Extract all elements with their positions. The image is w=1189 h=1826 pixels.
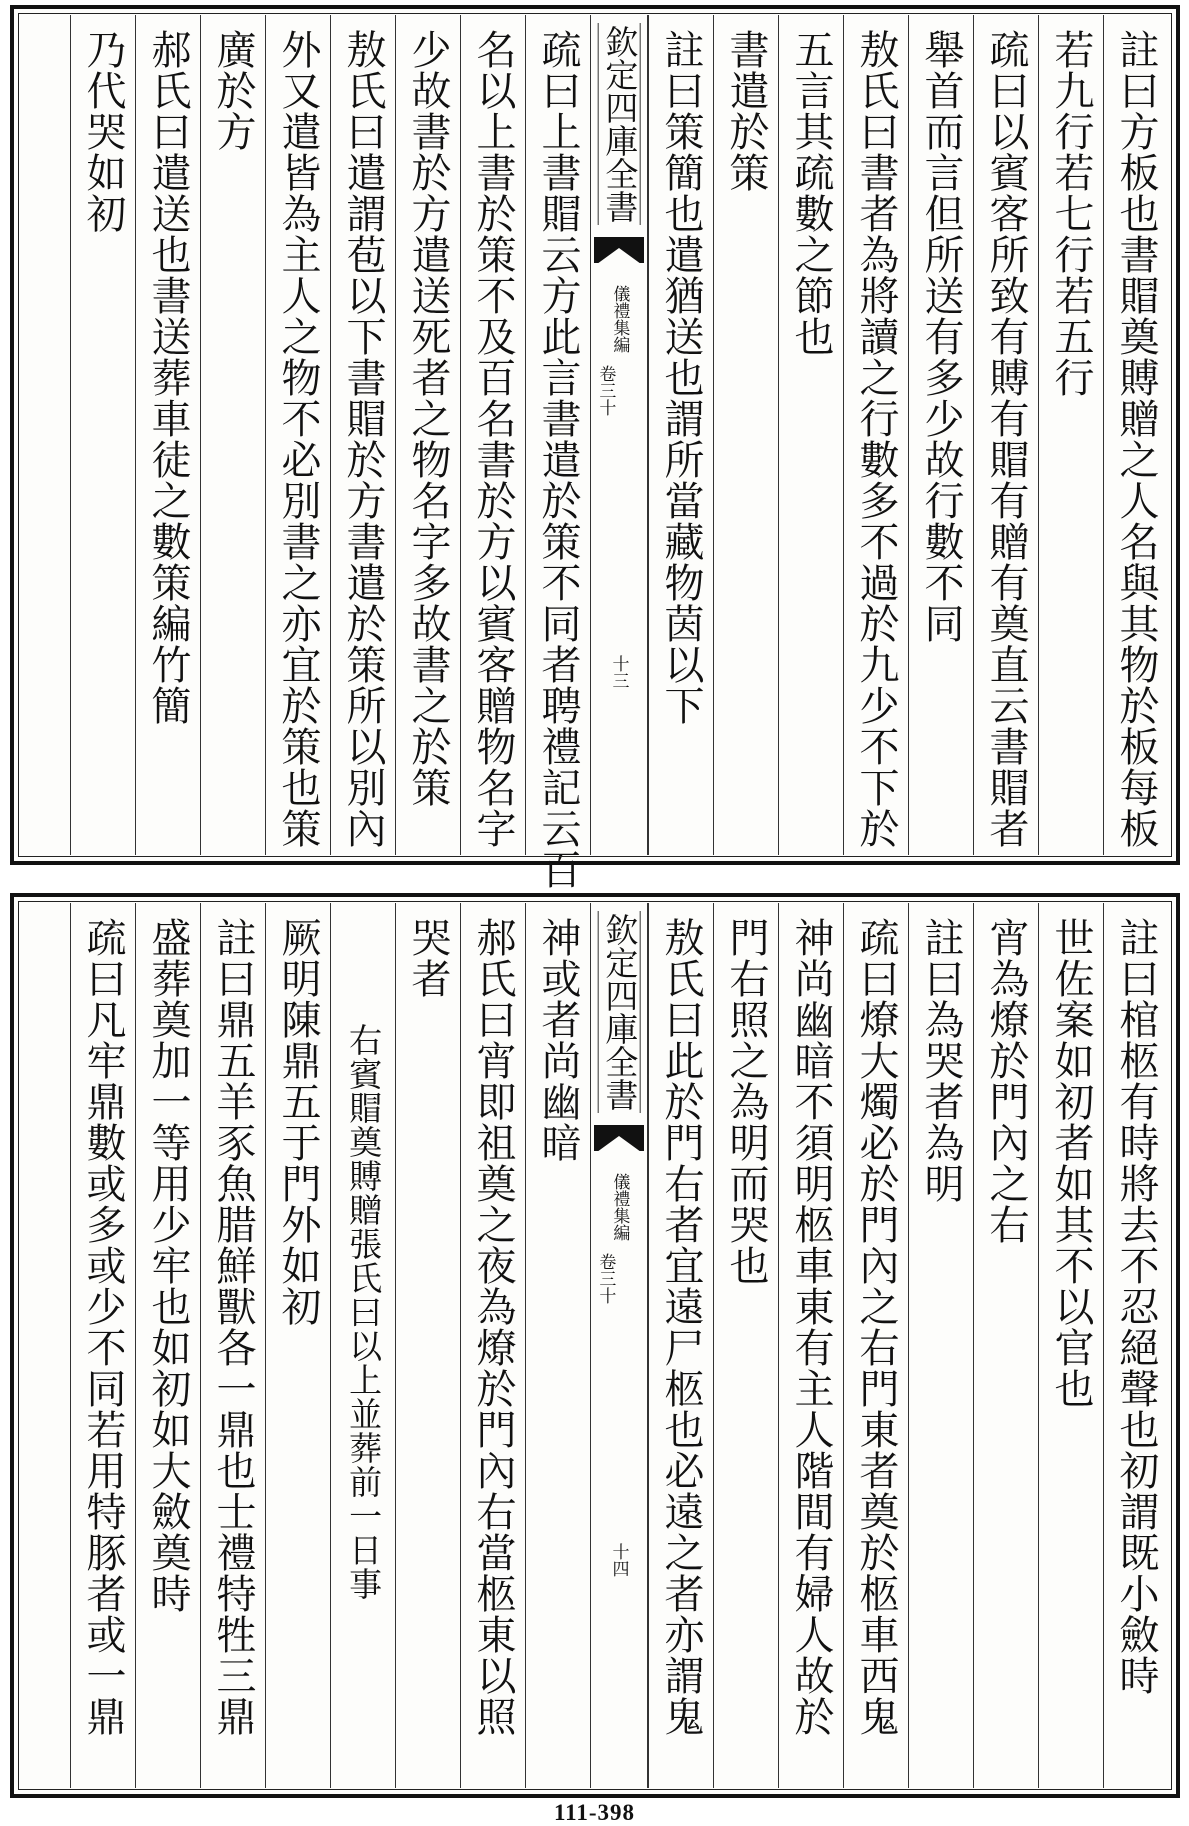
top-column xyxy=(395,15,460,855)
bottom-column xyxy=(460,903,525,1788)
fish-tail-banner xyxy=(590,903,648,1788)
column-text: 神或者尚幽暗 xyxy=(535,917,581,1163)
top-column xyxy=(330,15,395,855)
bottom-column xyxy=(648,903,713,1788)
top-column xyxy=(843,15,908,855)
column-text: 廣於方 xyxy=(210,29,256,152)
bottom-column xyxy=(1103,903,1168,1788)
page-panel-bottom xyxy=(10,893,1180,1798)
folio-number: 十三 xyxy=(608,655,629,689)
bottom-column xyxy=(1038,903,1103,1788)
column-text: 疏曰以賓客所致有賻有賵有贈有奠直云書賵者 xyxy=(983,29,1029,849)
top-column xyxy=(525,15,590,890)
fish-tail-mark-icon xyxy=(594,237,644,263)
book-subtitle: 儀禮集編 xyxy=(609,285,630,353)
column-text: 神尚幽暗不須明柩車東有主人階間有婦人故於 xyxy=(788,917,834,1737)
page-number: 111-398 xyxy=(553,1800,636,1825)
bottom-column xyxy=(70,903,135,1788)
top-column xyxy=(200,15,265,855)
column-text: 哭者 xyxy=(405,917,451,999)
column-text: 門右照之為明而哭也 xyxy=(723,917,769,1286)
fish-tail-banner xyxy=(590,15,648,855)
top-column xyxy=(70,15,135,855)
column-text: 若九行若七行若五行 xyxy=(1048,29,1094,398)
top-column xyxy=(908,15,973,855)
top-column xyxy=(1038,15,1103,855)
column-text: 註曰方板也書賵奠賻贈之人名與其物於板每板 xyxy=(1113,29,1159,849)
book-title: 欽定四庫全書 xyxy=(598,911,641,1113)
bottom-column xyxy=(265,903,330,1788)
column-text: 疏曰燎大燭必於門內之右門東者奠於柩車西鬼 xyxy=(853,917,899,1737)
bottom-column xyxy=(135,903,200,1788)
bottom-column xyxy=(843,903,908,1788)
volume-label: 卷三十 xyxy=(595,1253,616,1304)
book-subtitle: 儀禮集編 xyxy=(609,1173,630,1241)
bottom-column xyxy=(330,903,395,1788)
column-text: 註曰策簡也遣猶送也謂所當藏物茵以下 xyxy=(658,29,704,726)
bottom-column xyxy=(908,903,973,1788)
column-text: 右賓賵奠賻贈張氏曰以上並葬前一日事 xyxy=(344,1023,384,1601)
column-text: 郝氏曰宵即祖奠之夜為燎於門內右當柩東以照 xyxy=(470,917,516,1737)
bottom-column xyxy=(713,903,778,1788)
column-text: 宵為燎於門內之右 xyxy=(983,917,1029,1245)
column-text: 厥明陳鼎五于門外如初 xyxy=(275,917,321,1327)
bottom-column xyxy=(973,903,1038,1788)
top-column xyxy=(460,15,525,855)
column-text: 盛葬奠加一等用少牢也如初如大斂奠時 xyxy=(145,917,191,1614)
bottom-column xyxy=(395,903,460,1788)
top-column xyxy=(778,15,843,855)
column-text: 世佐案如初者如其不以官也 xyxy=(1048,917,1094,1409)
top-column xyxy=(1103,15,1168,855)
column-text: 五言其疏數之節也 xyxy=(788,29,834,357)
top-column xyxy=(265,15,330,855)
top-column xyxy=(135,15,200,855)
column-text: 註曰鼎五羊豕魚腊鮮獸各一鼎也士禮特牲三鼎 xyxy=(210,917,256,1737)
column-text: 乃代哭如初 xyxy=(80,29,126,234)
top-column xyxy=(713,15,778,855)
column-text: 少故書於方遣送死者之物名字多故書之於策 xyxy=(405,29,451,808)
column-text: 名以上書於策不及百名書於方以賓客贈物名字 xyxy=(470,29,516,849)
page-panel-top xyxy=(10,5,1180,890)
column-text: 疏曰凡牢鼎數或多或少不同若用特豚者或一鼎 xyxy=(80,917,126,1737)
volume-label: 卷三十 xyxy=(595,365,616,416)
fish-tail-mark-icon xyxy=(594,1125,644,1151)
top-column xyxy=(648,15,713,855)
top-column xyxy=(973,15,1038,855)
bottom-column xyxy=(200,903,265,1788)
column-text: 疏曰上書賵云方此言書遣於策不同者聘禮記云百 xyxy=(535,29,581,890)
column-text: 敖氏曰遣謂苞以下書賵於方書遣於策所以別內 xyxy=(340,29,386,849)
column-text: 敖氏曰書者為將讀之行數多不過於九少不下於 xyxy=(853,29,899,849)
column-text: 敖氏曰此於門右者宜遠尸柩也必遠之者亦謂鬼 xyxy=(658,917,704,1737)
column-text: 外又遣皆為主人之物不必別書之亦宜於策也策 xyxy=(275,29,321,849)
column-text: 註曰為哭者為明 xyxy=(918,917,964,1204)
column-text: 註曰棺柩有時將去不忍絕聲也初謂既小斂時 xyxy=(1113,917,1159,1696)
book-title: 欽定四庫全書 xyxy=(598,23,641,225)
column-text: 舉首而言但所送有多少故行數不同 xyxy=(918,29,964,644)
bottom-column xyxy=(525,903,590,1788)
folio-number: 十四 xyxy=(608,1543,629,1577)
column-text: 書遣於策 xyxy=(723,29,769,193)
bottom-column xyxy=(778,903,843,1788)
column-text: 郝氏曰遣送也書送葬車徒之數策編竹簡 xyxy=(145,29,191,726)
